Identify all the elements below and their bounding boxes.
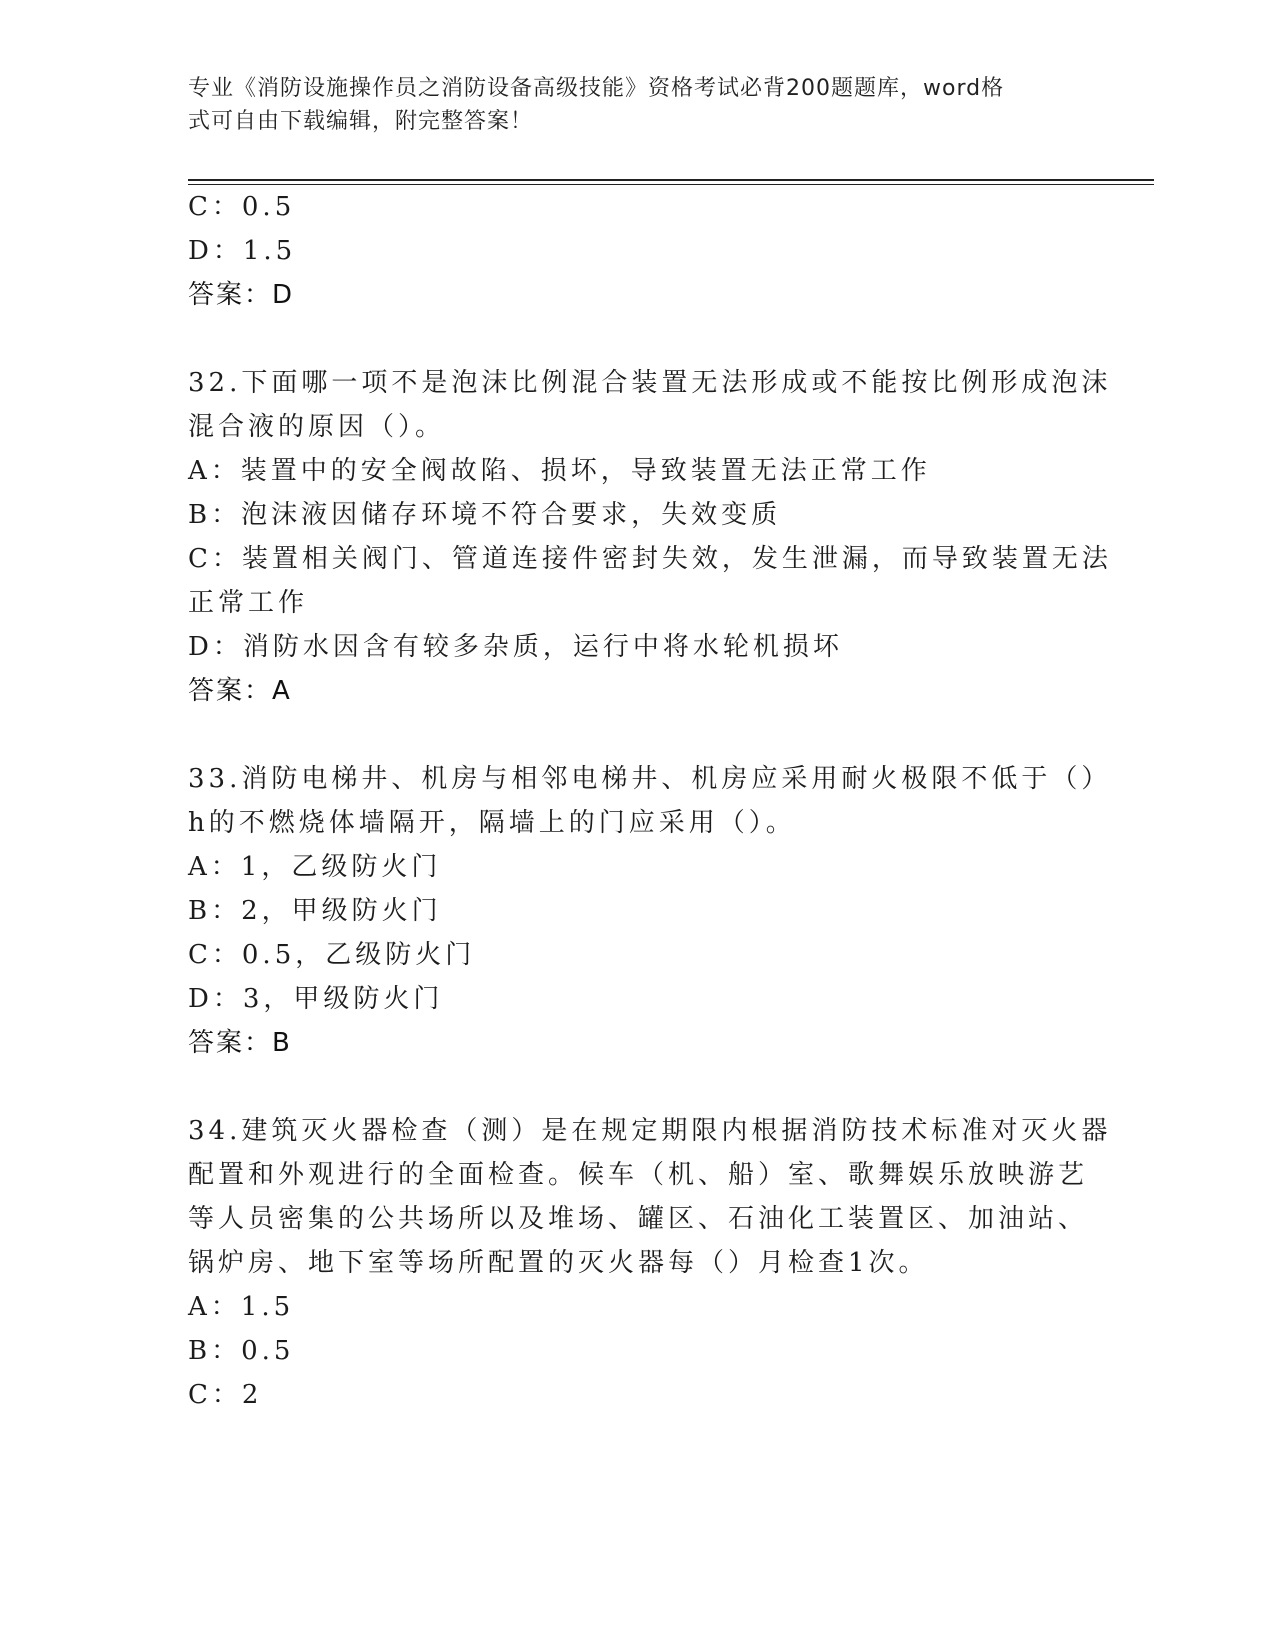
header-line-2: 式可自由下载编辑，附完整答案！ bbox=[188, 109, 534, 134]
document-header bbox=[188, 72, 1088, 138]
q33-stem-line-2: h的不燃烧体墙隔开，隔墙上的门应采用（）。 bbox=[188, 808, 796, 838]
q34-option-c: C：2 bbox=[188, 1380, 263, 1410]
header-divider-thin bbox=[188, 184, 1154, 185]
q34-stem-line-2: 配置和外观进行的全面检查。候车（机、船）室、歌舞娱乐放映游艺 bbox=[188, 1160, 1089, 1190]
q34-option-a: A：1.5 bbox=[188, 1292, 295, 1322]
header-divider-thick bbox=[188, 179, 1154, 181]
q32-option-b: B：泡沫液因储存环境不符合要求，失效变质 bbox=[188, 500, 782, 530]
q32-answer: 答案：A bbox=[188, 676, 292, 706]
q34-stem-line-4: 锅炉房、地下室等场所配置的灭火器每（）月检查1次。 bbox=[188, 1248, 929, 1278]
q33-option-d: D：3，甲级防火门 bbox=[188, 984, 444, 1014]
q33-option-a: A：1，乙级防火门 bbox=[188, 852, 442, 882]
q33-answer: 答案：B bbox=[188, 1028, 292, 1058]
q32-option-c-line-1: C：装置相关阀门、管道连接件密封失效，发生泄漏，而导致装置无法 bbox=[188, 544, 1112, 574]
q32-option-c-line-2: 正常工作 bbox=[188, 588, 309, 618]
q33-option-c: C：0.5，乙级防火门 bbox=[188, 940, 476, 970]
q34-stem-line-3: 等人员密集的公共场所以及堆场、罐区、石油化工装置区、加油站、 bbox=[188, 1204, 1089, 1234]
q32-stem-line-2: 混合液的原因（）。 bbox=[188, 412, 446, 442]
q32-option-a: A：装置中的安全阀故陷、损坏，导致装置无法正常工作 bbox=[188, 456, 931, 486]
prev-answer: 答案：D bbox=[188, 280, 295, 310]
q32-option-d: D：消防水因含有较多杂质，运行中将水轮机损坏 bbox=[188, 632, 843, 662]
prev-option-c: C：0.5 bbox=[188, 192, 296, 222]
q32-stem-line-1: 32.下面哪一项不是泡沫比例混合装置无法形成或不能按比例形成泡沫 bbox=[188, 368, 1112, 398]
header-line-1: 专业《消防设施操作员之消防设备高级技能》资格考试必背200题题库，word格 bbox=[188, 76, 1005, 101]
q33-stem-line-1: 33.消防电梯井、机房与相邻电梯井、机房应采用耐火极限不低于（） bbox=[188, 764, 1112, 794]
q34-stem-line-1: 34.建筑灭火器检查（测）是在规定期限内根据消防技术标准对灭火器 bbox=[188, 1116, 1112, 1146]
q34-option-b: B：0.5 bbox=[188, 1336, 295, 1366]
prev-option-d: D：1.5 bbox=[188, 236, 297, 266]
q33-option-b: B：2，甲级防火门 bbox=[188, 896, 442, 926]
